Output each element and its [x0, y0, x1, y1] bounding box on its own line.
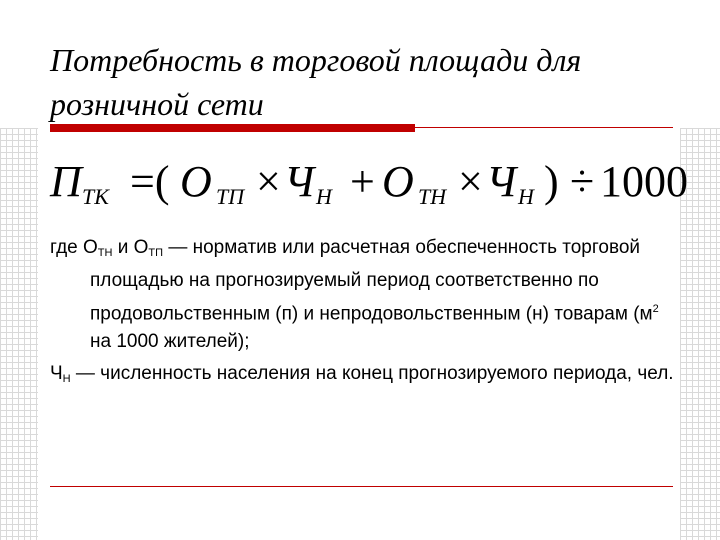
- formula-divide: ÷: [570, 157, 595, 206]
- def1-prefix: где О: [50, 237, 98, 258]
- formula-lhs-sub: ТК: [82, 184, 109, 209]
- def1-text-end: на 1000 жителей);: [90, 331, 250, 353]
- formula-number: 1000: [600, 157, 688, 206]
- formula-ch2-sub: Н: [518, 184, 534, 209]
- title-underline-thick: [50, 124, 415, 132]
- definition-o: [50, 234, 680, 356]
- slide-title: Потребность в торговой площади для розничной сети: [50, 42, 582, 122]
- formula-plus: +: [350, 157, 375, 206]
- def2-symbol: Ч: [50, 363, 63, 385]
- formula: [50, 150, 690, 220]
- def1-sup: 2: [652, 303, 659, 315]
- formula-times-2: ×: [458, 157, 483, 206]
- def1-middle: и О: [112, 237, 149, 258]
- bottom-rule: [50, 486, 673, 487]
- def2-sub: Н: [62, 373, 71, 386]
- formula-ch2: Ч: [486, 157, 517, 206]
- def1-sub-tn: ТН: [97, 247, 113, 259]
- title-underline-thin: [415, 127, 673, 128]
- formula-equals-paren: =(: [130, 157, 170, 206]
- formula-lhs: П: [50, 157, 82, 206]
- formula-ch1: Ч: [284, 157, 315, 206]
- formula-close-paren: ): [544, 157, 559, 206]
- formula-o2: О: [382, 157, 414, 206]
- def1-text: — норматив или расчетная обеспеченность торговой площадью на прогнозируемый период соответственно по продовольственным (п) и непродовольственным (н) товарам (м: [90, 237, 653, 325]
- formula-o1: О: [180, 157, 212, 206]
- def2-text: — численность населения на конец прогнозируемого периода, чел.: [70, 363, 674, 385]
- formula-ch1-sub: Н: [316, 184, 332, 209]
- definition-ch: [50, 360, 680, 393]
- grid-pattern-left: [0, 128, 38, 540]
- formula-o2-sub: ТН: [418, 184, 447, 209]
- definitions: [50, 234, 680, 397]
- formula-o1-sub: ТП: [216, 184, 245, 209]
- def1-sub-tp: ТП: [148, 247, 164, 259]
- formula-times-1: ×: [256, 157, 281, 206]
